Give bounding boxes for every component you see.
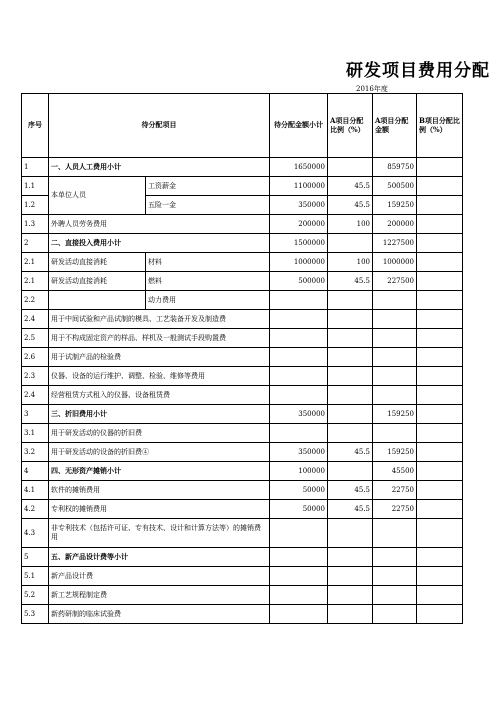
cell-a-ratio: 100 bbox=[328, 253, 373, 272]
cell-b-ratio bbox=[417, 158, 463, 177]
cell-total bbox=[270, 567, 328, 586]
cell-a-amount bbox=[373, 310, 417, 329]
cell-item: 一、人员人工费用小计 bbox=[49, 158, 270, 177]
cell-total bbox=[270, 329, 328, 348]
cell-total: 1500000 bbox=[270, 234, 328, 253]
cell-item: 非专利技术（包括许可证、专有技术、设计和计算方法等）的摊销费用 bbox=[49, 519, 270, 548]
cell-a-amount: 227500 bbox=[373, 272, 417, 291]
header-seq: 序号 bbox=[22, 94, 49, 158]
cell-item: 二、直接投入费用小计 bbox=[49, 234, 270, 253]
cell-seq: 2.1 bbox=[22, 253, 49, 272]
cell-a-amount: 200000 bbox=[373, 215, 417, 234]
cell-b-ratio bbox=[417, 548, 463, 567]
header-row bbox=[22, 94, 463, 158]
cell-a-amount bbox=[373, 567, 417, 586]
cell-total bbox=[270, 367, 328, 386]
cell-item: 新产品设计费 bbox=[49, 567, 270, 586]
cell-a-ratio bbox=[328, 158, 373, 177]
cell-seq: 5.1 bbox=[22, 567, 49, 586]
cell-a-amount: 500500 bbox=[373, 177, 417, 196]
cell-a-amount bbox=[373, 605, 417, 624]
cell-b-ratio bbox=[417, 291, 463, 310]
cell-total: 500000 bbox=[270, 272, 328, 291]
cell-seq: 4.1 bbox=[22, 481, 49, 500]
table-row bbox=[22, 158, 463, 177]
cell-total: 50000 bbox=[270, 500, 328, 519]
table-row bbox=[22, 481, 463, 500]
cell-a-ratio bbox=[328, 367, 373, 386]
table-row bbox=[22, 462, 463, 481]
cell-item: 研发活动直接消耗 bbox=[49, 253, 146, 272]
cell-a-ratio: 45.5 bbox=[328, 196, 373, 215]
cell-item: 三、折旧费用小计 bbox=[49, 405, 270, 424]
cell-total: 1000000 bbox=[270, 253, 328, 272]
cell-seq: 1 bbox=[22, 158, 49, 177]
table-row bbox=[22, 386, 463, 405]
cell-b-ratio bbox=[417, 586, 463, 605]
cell-total bbox=[270, 424, 328, 443]
cell-b-ratio bbox=[417, 329, 463, 348]
header-b-ratio: B项目分配比例（%） bbox=[417, 94, 463, 158]
cell-b-ratio bbox=[417, 386, 463, 405]
cell-seq: 3 bbox=[22, 405, 49, 424]
fiscal-year: 2016年度 bbox=[356, 85, 388, 93]
cell-a-amount: 1000000 bbox=[373, 253, 417, 272]
table-row bbox=[22, 405, 463, 424]
cell-a-ratio bbox=[328, 567, 373, 586]
cell-a-amount: 159250 bbox=[373, 405, 417, 424]
cell-seq: 2 bbox=[22, 234, 49, 253]
cell-total: 350000 bbox=[270, 443, 328, 462]
cell-b-ratio bbox=[417, 462, 463, 481]
cell-total: 1100000 bbox=[270, 177, 328, 196]
cell-b-ratio bbox=[417, 234, 463, 253]
cell-b-ratio bbox=[417, 253, 463, 272]
cell-a-amount: 1227500 bbox=[373, 234, 417, 253]
cell-seq: 3.1 bbox=[22, 424, 49, 443]
cell-total: 350000 bbox=[270, 196, 328, 215]
cell-a-amount: 22750 bbox=[373, 481, 417, 500]
cell-seq: 5 bbox=[22, 548, 49, 567]
cell-a-ratio bbox=[328, 234, 373, 253]
table-row bbox=[22, 272, 463, 291]
cell-a-amount bbox=[373, 348, 417, 367]
cell-total bbox=[270, 586, 328, 605]
cell-seq: 2.4 bbox=[22, 386, 49, 405]
allocation-table bbox=[21, 93, 463, 624]
cell-total: 350000 bbox=[270, 405, 328, 424]
cell-item bbox=[49, 291, 146, 310]
cell-seq: 1.1 bbox=[22, 177, 49, 196]
table-row bbox=[22, 567, 463, 586]
cell-total bbox=[270, 310, 328, 329]
table-row bbox=[22, 443, 463, 462]
cell-a-ratio: 45.5 bbox=[328, 500, 373, 519]
cell-subitem: 五险一金 bbox=[146, 196, 270, 215]
header-item: 待分配项目 bbox=[49, 94, 270, 158]
table-row bbox=[22, 291, 463, 310]
cell-a-amount bbox=[373, 548, 417, 567]
cell-item: 用于中间试验和产品试制的模具、工艺装备开发及制造费 bbox=[49, 310, 270, 329]
table-row bbox=[22, 424, 463, 443]
cell-b-ratio bbox=[417, 405, 463, 424]
cell-b-ratio bbox=[417, 443, 463, 462]
cell-a-amount bbox=[373, 291, 417, 310]
cell-b-ratio bbox=[417, 215, 463, 234]
table-row bbox=[22, 234, 463, 253]
cell-b-ratio bbox=[417, 310, 463, 329]
cell-item: 新药研制的临床试验费 bbox=[49, 605, 270, 624]
cell-seq: 2.6 bbox=[22, 348, 49, 367]
table-row bbox=[22, 519, 463, 548]
cell-b-ratio bbox=[417, 519, 463, 548]
table-row bbox=[22, 348, 463, 367]
cell-a-ratio bbox=[328, 329, 373, 348]
cell-a-ratio bbox=[328, 548, 373, 567]
cell-total bbox=[270, 348, 328, 367]
cell-seq: 2.3 bbox=[22, 367, 49, 386]
cell-a-ratio bbox=[328, 424, 373, 443]
cell-a-amount bbox=[373, 367, 417, 386]
cell-item: 软件的摊销费用 bbox=[49, 481, 270, 500]
cell-a-amount: 45500 bbox=[373, 462, 417, 481]
cell-seq: 4 bbox=[22, 462, 49, 481]
table-row bbox=[22, 548, 463, 567]
header-a-amount: A项目分配金额 bbox=[373, 94, 417, 158]
cell-item: 用于试制产品的检验费 bbox=[49, 348, 270, 367]
table-row bbox=[22, 329, 463, 348]
cell-subitem: 燃料 bbox=[146, 272, 270, 291]
cell-item: 用于研发活动的设备的折旧费④ bbox=[49, 443, 270, 462]
cell-b-ratio bbox=[417, 481, 463, 500]
cell-item: 研发活动直接消耗 bbox=[49, 272, 146, 291]
cell-a-ratio: 45.5 bbox=[328, 272, 373, 291]
cell-a-amount bbox=[373, 386, 417, 405]
cell-seq: 1.3 bbox=[22, 215, 49, 234]
cell-seq: 5.3 bbox=[22, 605, 49, 624]
table-row bbox=[22, 215, 463, 234]
table-row bbox=[22, 253, 463, 272]
cell-item: 用于研发活动的仪器的折旧费 bbox=[49, 424, 270, 443]
cell-total bbox=[270, 386, 328, 405]
cell-a-ratio bbox=[328, 348, 373, 367]
cell-seq: 5.2 bbox=[22, 586, 49, 605]
cell-total: 50000 bbox=[270, 481, 328, 500]
cell-a-ratio: 45.5 bbox=[328, 481, 373, 500]
cell-a-amount bbox=[373, 424, 417, 443]
cell-seq: 3.2 bbox=[22, 443, 49, 462]
cell-b-ratio bbox=[417, 196, 463, 215]
cell-a-ratio bbox=[328, 605, 373, 624]
table-row bbox=[22, 177, 463, 196]
cell-a-ratio: 100 bbox=[328, 215, 373, 234]
cell-seq: 2.4 bbox=[22, 310, 49, 329]
cell-item: 四、无形资产摊销小计 bbox=[49, 462, 270, 481]
cell-item: 本单位人员 bbox=[49, 177, 146, 215]
cell-a-amount bbox=[373, 329, 417, 348]
page-title: 研发项目费用分配 bbox=[346, 61, 490, 81]
cell-item: 新工艺规程制定费 bbox=[49, 586, 270, 605]
cell-item: 仪器、设备的运行维护、调整、检验、维修等费用 bbox=[49, 367, 270, 386]
cell-item: 用于不构成固定资产的样品、样机及一般测试手段购置费 bbox=[49, 329, 270, 348]
cell-b-ratio bbox=[417, 177, 463, 196]
cell-seq: 1.2 bbox=[22, 196, 49, 215]
cell-a-ratio: 45.5 bbox=[328, 177, 373, 196]
cell-seq: 2.2 bbox=[22, 291, 49, 310]
cell-a-amount: 22750 bbox=[373, 500, 417, 519]
cell-a-ratio: 45.5 bbox=[328, 443, 373, 462]
cell-total bbox=[270, 548, 328, 567]
cell-a-amount bbox=[373, 519, 417, 548]
cell-seq: 4.3 bbox=[22, 519, 49, 548]
cell-subitem: 材料 bbox=[146, 253, 270, 272]
cell-a-ratio bbox=[328, 586, 373, 605]
cell-b-ratio bbox=[417, 605, 463, 624]
cell-subitem: 动力费用 bbox=[146, 291, 270, 310]
cell-seq: 2.5 bbox=[22, 329, 49, 348]
cell-b-ratio bbox=[417, 500, 463, 519]
cell-a-ratio bbox=[328, 386, 373, 405]
cell-a-ratio bbox=[328, 462, 373, 481]
cell-b-ratio bbox=[417, 272, 463, 291]
cell-item: 五、新产品设计费等小计 bbox=[49, 548, 270, 567]
cell-total bbox=[270, 605, 328, 624]
table-row bbox=[22, 367, 463, 386]
cell-b-ratio bbox=[417, 567, 463, 586]
cell-a-ratio bbox=[328, 405, 373, 424]
cell-a-ratio bbox=[328, 310, 373, 329]
cell-a-ratio bbox=[328, 519, 373, 548]
cell-seq: 2.1 bbox=[22, 272, 49, 291]
header-a-ratio: A项目分配比例（%） bbox=[328, 94, 373, 158]
table-row bbox=[22, 310, 463, 329]
cell-b-ratio bbox=[417, 424, 463, 443]
cell-item: 经营租赁方式租入的仪器、设备租赁费 bbox=[49, 386, 270, 405]
cell-b-ratio bbox=[417, 367, 463, 386]
cell-total: 1650000 bbox=[270, 158, 328, 177]
cell-subitem: 工资薪金 bbox=[146, 177, 270, 196]
cell-total bbox=[270, 291, 328, 310]
table-row bbox=[22, 500, 463, 519]
header-total: 待分配金额小计 bbox=[270, 94, 328, 158]
table-row bbox=[22, 605, 463, 624]
cell-a-ratio bbox=[328, 291, 373, 310]
cell-a-amount: 159250 bbox=[373, 443, 417, 462]
cell-total: 100000 bbox=[270, 462, 328, 481]
cell-total: 200000 bbox=[270, 215, 328, 234]
cell-seq: 4.2 bbox=[22, 500, 49, 519]
cell-item: 专利权的摊销费用 bbox=[49, 500, 270, 519]
cell-a-amount: 159250 bbox=[373, 196, 417, 215]
cell-b-ratio bbox=[417, 348, 463, 367]
cell-a-amount: 859750 bbox=[373, 158, 417, 177]
table-row bbox=[22, 586, 463, 605]
cell-a-amount bbox=[373, 586, 417, 605]
cell-item: 外聘人员劳务费用 bbox=[49, 215, 270, 234]
cell-total bbox=[270, 519, 328, 548]
